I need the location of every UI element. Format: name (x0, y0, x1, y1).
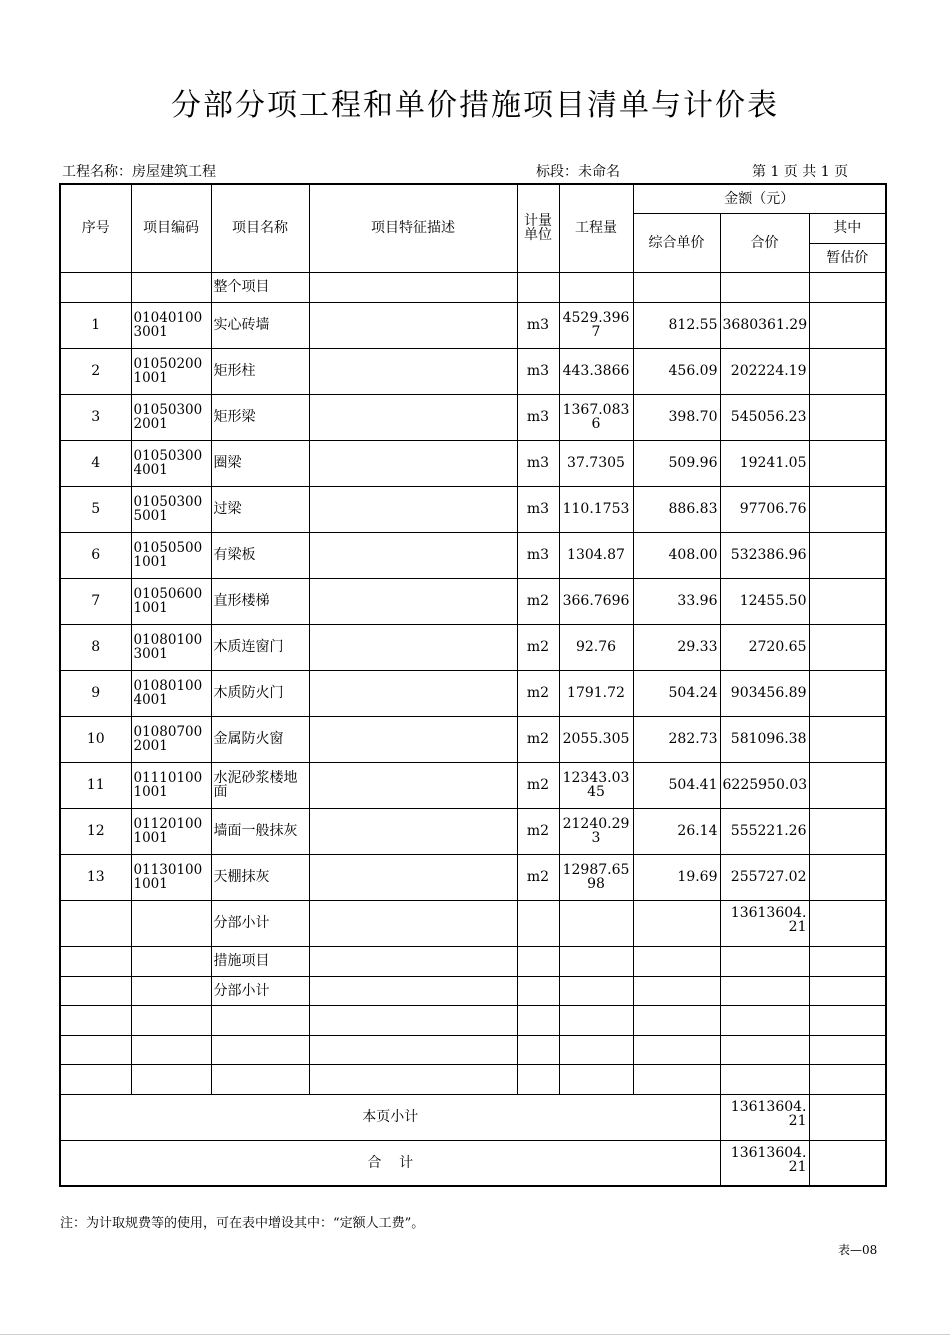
table-row (60, 532, 886, 578)
table-row (60, 486, 886, 532)
row-desc (309, 624, 517, 670)
row-unit-price: 26.14 (633, 808, 720, 854)
row-provisional (809, 394, 886, 440)
row-qty: 1791.72 (559, 670, 633, 716)
row-unit: m3 (517, 440, 559, 486)
row-seq: 13 (60, 854, 131, 900)
row-seq: 3 (60, 394, 131, 440)
footnote: 注：为计取规费等的使用，可在表中增设其中：“定额人工费”。 (60, 1216, 425, 1231)
grand-total-total: 13613604.21 (720, 1140, 809, 1186)
row-provisional (809, 624, 886, 670)
row-unit-price: 886.83 (633, 486, 720, 532)
header-total: 合价 (720, 213, 809, 272)
row-qty: 443.3866 (559, 348, 633, 394)
row-unit: m3 (517, 486, 559, 532)
table-row (60, 302, 886, 348)
row-qty: 1304.87 (559, 532, 633, 578)
row-unit: m3 (517, 532, 559, 578)
row-code: 011301001001 (131, 854, 211, 900)
row-code: 010801003001 (131, 624, 211, 670)
row-name: 木质连窗门 (211, 624, 309, 670)
empty-row (60, 1035, 886, 1064)
row-unit-price: 408.00 (633, 532, 720, 578)
form-number: 表—08 (838, 1243, 878, 1257)
row-name: 木质防火门 (211, 670, 309, 716)
row-unit-price: 29.33 (633, 624, 720, 670)
row-total: 97706.76 (720, 486, 809, 532)
page-subtotal-label: 本页小计 (60, 1094, 720, 1140)
header-unit-price: 综合单价 (633, 213, 720, 272)
row-qty: 12343.0345 (559, 762, 633, 808)
row-code: 010502001001 (131, 348, 211, 394)
row-provisional (809, 808, 886, 854)
row-unit-price: 509.96 (633, 440, 720, 486)
row-desc (309, 440, 517, 486)
row-name: 水泥砂浆楼地面 (211, 762, 309, 808)
row-qty: 366.7696 (559, 578, 633, 624)
row-desc (309, 670, 517, 716)
row-seq: 5 (60, 486, 131, 532)
subtotal-label: 分部小计 (211, 900, 309, 946)
row-seq: 11 (60, 762, 131, 808)
row-unit-price: 504.24 (633, 670, 720, 716)
row-qty: 12987.6598 (559, 854, 633, 900)
project-name: 工程名称：房屋建筑工程 (62, 164, 216, 180)
section-name: 标段：未命名 (536, 164, 620, 180)
table-row (60, 854, 886, 900)
row-code: 010503005001 (131, 486, 211, 532)
row-code: 010505001001 (131, 532, 211, 578)
row-desc (309, 578, 517, 624)
row-seq: 2 (60, 348, 131, 394)
row-name: 圈梁 (211, 440, 309, 486)
row-unit-price: 812.55 (633, 302, 720, 348)
row-provisional (809, 578, 886, 624)
row-unit: m2 (517, 624, 559, 670)
row-total: 3680361.29 (720, 302, 809, 348)
table-row (60, 808, 886, 854)
row-total: 532386.96 (720, 532, 809, 578)
row-unit-price: 504.41 (633, 762, 720, 808)
row-provisional (809, 302, 886, 348)
row-total: 2720.65 (720, 624, 809, 670)
header-unit: 计量单位 (517, 184, 559, 272)
header-qty: 工程量 (559, 184, 633, 272)
row-qty: 37.7305 (559, 440, 633, 486)
row-desc (309, 348, 517, 394)
table-row (60, 624, 886, 670)
row-unit: m2 (517, 854, 559, 900)
row-desc (309, 486, 517, 532)
row-name: 矩形柱 (211, 348, 309, 394)
measures-subtotal-label: 分部小计 (211, 976, 309, 1005)
row-seq: 6 (60, 532, 131, 578)
table-row (60, 578, 886, 624)
row-provisional (809, 532, 886, 578)
grand-total-label: 合 计 (60, 1140, 720, 1186)
row-code: 010506001001 (131, 578, 211, 624)
row-unit-price: 398.70 (633, 394, 720, 440)
row-provisional (809, 348, 886, 394)
row-desc (309, 302, 517, 348)
row-code: 010807002001 (131, 716, 211, 762)
bottom-rule (0, 1334, 950, 1335)
header-provisional: 暂估价 (809, 243, 886, 272)
row-provisional (809, 486, 886, 532)
row-name: 天棚抹灰 (211, 854, 309, 900)
row-unit: m2 (517, 716, 559, 762)
group-title: 整个项目 (211, 272, 309, 302)
pricing-table (59, 183, 887, 1187)
header-amount: 金额（元） (633, 184, 886, 213)
measures-label: 措施项目 (211, 946, 309, 976)
row-seq: 1 (60, 302, 131, 348)
row-code: 010801004001 (131, 670, 211, 716)
row-unit: m2 (517, 578, 559, 624)
row-name: 墙面一般抹灰 (211, 808, 309, 854)
header-of-which: 其中 (809, 213, 886, 243)
row-code: 010503004001 (131, 440, 211, 486)
row-unit: m2 (517, 808, 559, 854)
row-total: 255727.02 (720, 854, 809, 900)
row-seq: 12 (60, 808, 131, 854)
row-code: 010503002001 (131, 394, 211, 440)
table-row (60, 394, 886, 440)
row-total: 555221.26 (720, 808, 809, 854)
row-qty: 110.1753 (559, 486, 633, 532)
row-seq: 8 (60, 624, 131, 670)
table-row (60, 762, 886, 808)
table-row (60, 716, 886, 762)
row-unit-price: 19.69 (633, 854, 720, 900)
row-name: 金属防火窗 (211, 716, 309, 762)
row-desc (309, 716, 517, 762)
subtotal-total: 13613604.21 (720, 900, 809, 946)
row-provisional (809, 854, 886, 900)
row-provisional (809, 762, 886, 808)
row-name: 有梁板 (211, 532, 309, 578)
row-total: 19241.05 (720, 440, 809, 486)
row-qty: 92.76 (559, 624, 633, 670)
table-row (60, 440, 886, 486)
row-desc (309, 532, 517, 578)
row-seq: 10 (60, 716, 131, 762)
row-unit-price: 282.73 (633, 716, 720, 762)
row-total: 903456.89 (720, 670, 809, 716)
row-seq: 4 (60, 440, 131, 486)
row-unit: m3 (517, 394, 559, 440)
row-total: 545056.23 (720, 394, 809, 440)
header-name: 项目名称 (211, 184, 309, 272)
row-unit: m3 (517, 348, 559, 394)
row-name: 实心砖墙 (211, 302, 309, 348)
row-desc (309, 762, 517, 808)
row-unit: m3 (517, 302, 559, 348)
row-provisional (809, 440, 886, 486)
table-row (60, 670, 886, 716)
header-seq: 序号 (60, 184, 131, 272)
row-unit-price: 33.96 (633, 578, 720, 624)
page-indicator: 第 1 页 共 1 页 (752, 164, 849, 180)
empty-row (60, 1005, 886, 1035)
row-unit: m2 (517, 670, 559, 716)
row-total: 6225950.03 (720, 762, 809, 808)
header-code: 项目编码 (131, 184, 211, 272)
row-total: 581096.38 (720, 716, 809, 762)
row-provisional (809, 670, 886, 716)
row-qty: 4529.3967 (559, 302, 633, 348)
row-name: 矩形梁 (211, 394, 309, 440)
table-row (60, 348, 886, 394)
row-desc (309, 808, 517, 854)
row-total: 12455.50 (720, 578, 809, 624)
page-subtotal-total: 13613604.21 (720, 1094, 809, 1140)
row-qty: 21240.293 (559, 808, 633, 854)
row-code: 011101001001 (131, 762, 211, 808)
row-total: 202224.19 (720, 348, 809, 394)
row-code: 010401003001 (131, 302, 211, 348)
row-desc (309, 394, 517, 440)
row-provisional (809, 716, 886, 762)
empty-row (60, 1064, 886, 1094)
row-seq: 7 (60, 578, 131, 624)
row-code: 011201001001 (131, 808, 211, 854)
header-desc: 项目特征描述 (309, 184, 517, 272)
row-seq: 9 (60, 670, 131, 716)
row-name: 过梁 (211, 486, 309, 532)
row-unit: m2 (517, 762, 559, 808)
row-name: 直形楼梯 (211, 578, 309, 624)
row-qty: 1367.0836 (559, 394, 633, 440)
row-unit-price: 456.09 (633, 348, 720, 394)
page-title: 分部分项工程和单价措施项目清单与计价表 (171, 88, 779, 123)
row-desc (309, 854, 517, 900)
row-qty: 2055.305 (559, 716, 633, 762)
